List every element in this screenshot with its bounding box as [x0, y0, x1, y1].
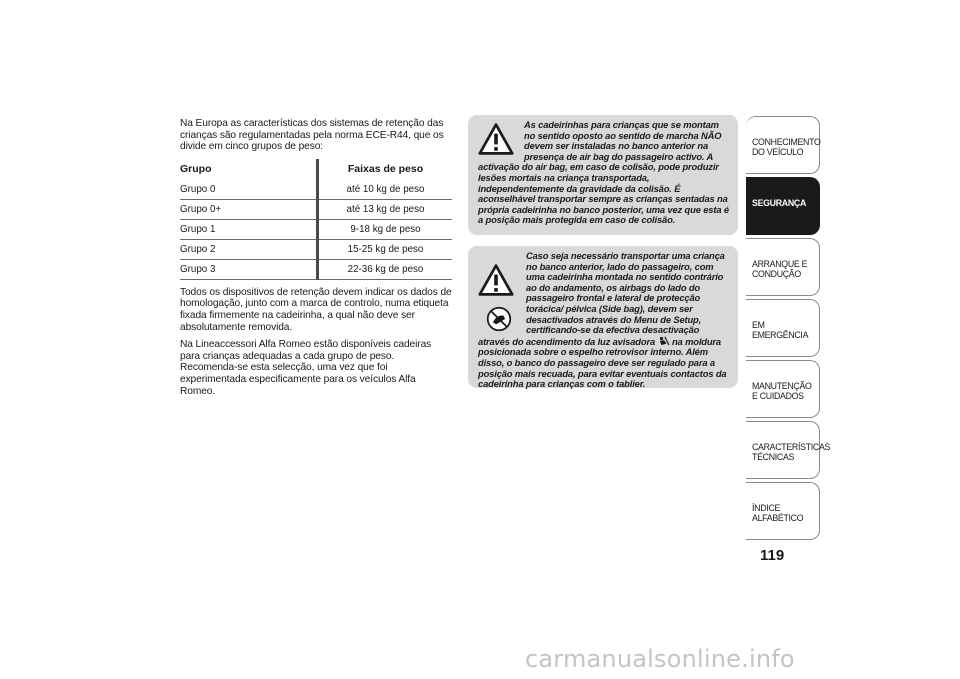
table-row	[180, 180, 452, 200]
header-group: Grupo	[180, 162, 212, 175]
lineaccessori-paragraph: Na Lineaccessori Alfa Romeo estão disponíveis cadeiras para crianças adequadas a cada grupo de peso. Recomenda-se esta selecção, uma vez que foi experimentada especificamente para os veículos Alfa Romeo.	[180, 339, 432, 397]
weight-cell: 15-25 kg de peso	[318, 239, 453, 259]
chapter-tabs	[746, 116, 831, 543]
table-row	[180, 219, 452, 239]
intro-paragraph: Na Europa as características dos sistemas de retenção das crianças são regulamentadas pela norma ECE-R44, que os divide em cinco grupos de peso:	[180, 118, 444, 153]
tab-seguranca[interactable]: SEGURANÇA	[746, 177, 820, 235]
header-weight: Faixas de peso	[318, 159, 453, 180]
tab-emergencia[interactable]: EM EMERGÊNCIA	[746, 299, 820, 357]
watermark: carmanualsonline.info	[525, 645, 795, 673]
main-text-column	[180, 118, 452, 403]
table-header-row	[180, 159, 452, 180]
table-row	[180, 239, 452, 259]
weight-cell: até 10 kg de peso	[318, 180, 453, 200]
airbag-off-indicator-icon	[658, 336, 670, 346]
warning-text-2b: na moldura posicionada sobre o espelho retrovisor interno. Além disso, o banco do passageiro deve ser regulado para a posição mais recuada, para evitar eventuais contactos da cadeirinha para crianças com o tablier.	[478, 335, 727, 390]
group-cell: Grupo 3	[180, 259, 318, 279]
homologation-paragraph: Todos os dispositivos de retenção devem indicar os dados de homologação, junto com a marca de controlo, numa etiqueta fixada firmemente na cadeirinha, a qual não deve ser absolutamente removida.	[180, 286, 452, 333]
page-number: 119	[760, 547, 785, 564]
group-cell: Grupo 0+	[180, 199, 318, 219]
tab-manutencao[interactable]: MANUTENÇÃO E CUIDADOS	[746, 360, 820, 418]
warning-icons	[476, 263, 514, 332]
airbag-child-seat-icon	[486, 306, 512, 332]
group-cell: Grupo 1	[180, 219, 318, 239]
warning-box-passenger-airbag	[468, 246, 738, 388]
weight-cell: até 13 kg de peso	[318, 199, 453, 219]
weight-cell: 9-18 kg de peso	[318, 219, 453, 239]
group-cell: Grupo 2	[180, 239, 318, 259]
tab-conhecimento[interactable]: CONHECIMENTO DO VEÍCULO	[746, 116, 820, 174]
table-row	[180, 199, 452, 219]
warning-triangle-icon	[478, 263, 514, 297]
tab-arranque[interactable]: ARRANQUE E CONDUÇÃO	[746, 238, 820, 296]
warning-text-2	[478, 251, 730, 390]
tab-caracteristicas[interactable]: CARACTERÍSTICAS TÉCNICAS	[746, 421, 820, 479]
weight-groups-table	[180, 159, 452, 280]
weight-cell: 22-36 kg de peso	[318, 259, 453, 279]
warning-box-rear-facing	[468, 115, 738, 235]
warning-text-2a: Caso seja necessário transportar uma criança no banco anterior, lado do passageiro, com uma cadeirinha montada no sentido contrário ao do andamento, os airbags do lado do passageiro frontal e lateral de protecção torácica/ pélvica (Side bag), devem ser desactivados através do Menu de Setup, certificando-se da efectiva desactivação através do acendimento da luz avisadora	[478, 250, 725, 347]
group-cell: Grupo 0	[180, 180, 318, 200]
warning-text-1: As cadeirinhas para crianças que se montam no sentido oposto ao sentido de marcha NÃO devem ser instaladas no banco anterior na presença de air bag do passageiro activo. A activação do air bag, em caso de colisão, pode produzir lesões mortais na criança transportada, independentemente da gravidade da colisão. É aconselhável transportar sempre as crianças sentadas na própria cadeirinha no banco posterior, uma vez que esta é a posição mais protegida em caso de colisão.	[478, 119, 729, 226]
table-row	[180, 259, 452, 279]
warning-triangle-icon	[478, 122, 514, 156]
tab-indice[interactable]: ÍNDICE ALFABÉTICO	[746, 482, 820, 540]
